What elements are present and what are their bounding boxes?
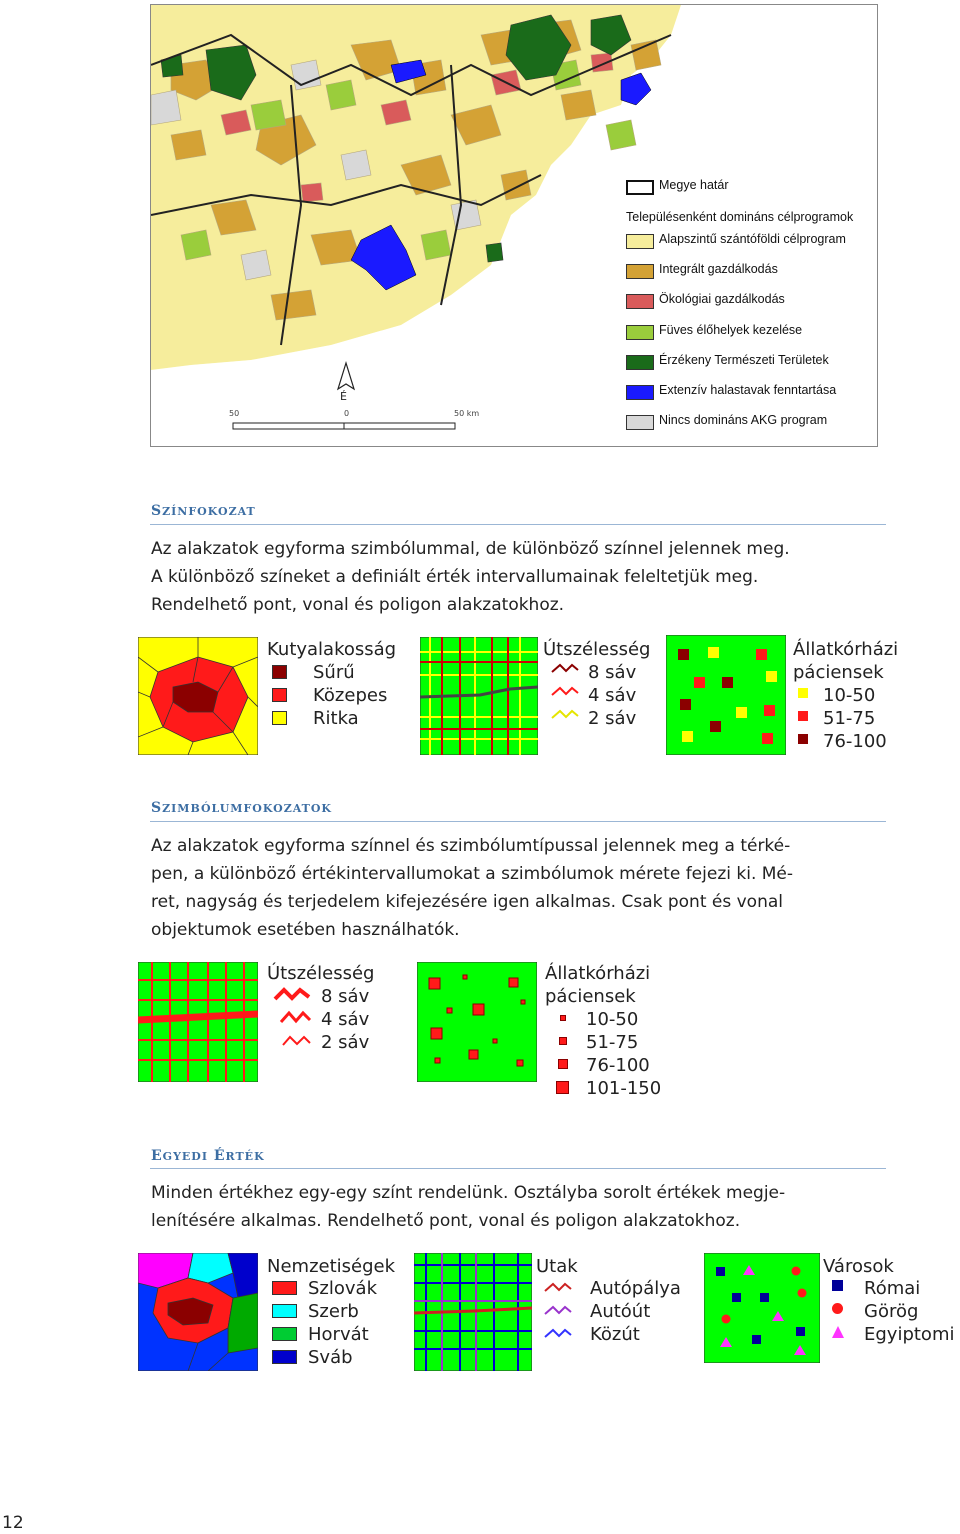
legend-swatch xyxy=(626,294,654,309)
legend-vet2-item: 51-75 xyxy=(586,1032,639,1053)
road-type-map xyxy=(414,1253,532,1371)
scale-label-left: 50 xyxy=(229,409,240,418)
autopalya-icon xyxy=(543,1280,573,1294)
legend-city-item: Egyiptomi xyxy=(864,1324,955,1345)
roman-icon xyxy=(832,1280,843,1291)
cities-map xyxy=(704,1253,820,1363)
legend-vet-item: 51-75 xyxy=(823,708,876,729)
section-paragraph-szinfokozat: Az alakzatok egyforma szimbólummal, de különböző színnel jelennek meg. A különböző színeket a definiált érték intervallumainak feleltetjük meg. Rendelhető pont, vonal és poligon alakzatokhoz. xyxy=(151,539,790,615)
north-label: É xyxy=(340,390,347,403)
legend-city-item: Római xyxy=(864,1278,921,1299)
legend-swatch-51-75 xyxy=(798,711,808,721)
legend-road2-title: Útszélesség xyxy=(267,963,375,984)
road-width-map xyxy=(420,637,538,755)
kozut-icon xyxy=(543,1326,573,1340)
legend-swatch-horvat xyxy=(272,1327,297,1341)
legend-label: Megye határ xyxy=(659,178,729,192)
section-rule xyxy=(150,1168,886,1169)
vet-patients-map xyxy=(666,635,786,755)
legend-label: Ökológiai gazdálkodás xyxy=(659,292,785,306)
legend-swatch-szlovak xyxy=(272,1281,297,1295)
graduated-vet-map xyxy=(417,962,537,1082)
legend-vet-title-2: páciensek xyxy=(793,662,884,683)
legend-swatch xyxy=(626,415,654,430)
egyptian-icon xyxy=(832,1326,844,1338)
road-4-lane-icon xyxy=(550,684,580,698)
legend-vet-item: 10-50 xyxy=(823,685,876,706)
legend-swatch-10-50 xyxy=(560,1015,566,1021)
legend-road2-item: 2 sáv xyxy=(321,1032,370,1053)
legend-city-title: Városok xyxy=(823,1256,894,1277)
graduated-road-map xyxy=(138,962,258,1082)
legend-swatch xyxy=(626,385,654,400)
legend-vet-title-1: Állatkórházi xyxy=(793,639,899,660)
legend-swatch-51-75 xyxy=(559,1037,567,1045)
road-thin-icon xyxy=(280,1031,312,1049)
legend-swatch xyxy=(626,325,654,340)
legend-swatch-76-100 xyxy=(798,734,808,744)
legend-road2-item: 8 sáv xyxy=(321,986,370,1007)
legend-road2-item: 4 sáv xyxy=(321,1009,370,1030)
section-heading-szinfokozat: SZÍNFOKOZAT xyxy=(151,503,256,519)
section-paragraph-egyedi: Minden értékhez egy-egy színt rendelünk. Osztályba sorolt értékek megje- lenítésére alkalmas. Rendelhető pont, vonal és poligon alakzatokhoz. xyxy=(151,1183,786,1231)
legend-swatch-sparse xyxy=(272,711,287,725)
legend-dog-item: Közepes xyxy=(313,685,388,706)
autout-icon xyxy=(543,1303,573,1317)
legend-label: Nincs domináns AKG program xyxy=(659,413,828,427)
legend-swatch-76-100 xyxy=(558,1059,568,1069)
legend-swatch-10-50 xyxy=(798,688,808,698)
nationality-map xyxy=(138,1253,258,1371)
section-rule xyxy=(150,524,886,525)
section-heading-egyedi: EGYEDI ÉRTÉK xyxy=(151,1148,265,1164)
legend-nat-title: Nemzetiségek xyxy=(267,1256,396,1277)
legend-vet2-title-2: páciensek xyxy=(545,986,636,1007)
road-2-lane-icon xyxy=(550,707,580,721)
section-rule xyxy=(150,821,886,822)
legend-vet2-item: 76-100 xyxy=(586,1055,650,1076)
legend-label: Alapszintű szántóföldi célprogram xyxy=(659,232,846,246)
legend-city-item: Görög xyxy=(864,1301,919,1322)
scale-label-mid: 0 xyxy=(344,409,350,418)
legend-road-title: Útszélesség xyxy=(543,639,651,660)
legend-vet2-item: 101-150 xyxy=(586,1078,662,1099)
legend-road3-item: Közút xyxy=(590,1324,640,1345)
legend-swatch-dense xyxy=(272,665,287,679)
legend-nat-item: Szerb xyxy=(308,1301,359,1322)
scale-label-right: 50 km xyxy=(454,409,480,418)
road-8-lane-icon xyxy=(550,661,580,675)
section-heading-szimbolum: SZIMBÓLUMFOKOZATOK xyxy=(151,800,332,816)
hungary-akg-map xyxy=(150,4,878,447)
legend-dog-item: Ritka xyxy=(313,708,359,729)
legend-nat-item: Horvát xyxy=(308,1324,369,1345)
road-thick-icon xyxy=(272,985,312,1003)
legend-vet-item: 76-100 xyxy=(823,731,887,752)
legend-dog-title: Kutyalakosság xyxy=(267,639,397,660)
legend-swatch-svab xyxy=(272,1350,297,1364)
legend-swatch-szerb xyxy=(272,1304,297,1318)
greek-icon xyxy=(832,1303,843,1314)
map-drawing xyxy=(151,5,877,446)
legend-label: Extenzív halastavak fenntartása xyxy=(659,383,837,397)
dog-density-map xyxy=(138,637,258,755)
legend-swatch xyxy=(626,355,654,370)
legend-road-item: 4 sáv xyxy=(588,685,637,706)
legend-vet2-item: 10-50 xyxy=(586,1009,639,1030)
legend-swatch xyxy=(626,180,654,195)
section-paragraph-szimbolum: Az alakzatok egyforma színnel és szimbólumtípussal jelennek meg a térké- pen, a különböző értékintervallumokat a szimbólumok mérete fejezi ki. Mé- ret, nagyság és terjedelem kifejezésére igen alkalmas. Csak pont és vonal objektumok esetében használhatók. xyxy=(151,836,794,940)
legend-road3-item: Autóút xyxy=(590,1301,651,1322)
legend-road3-item: Autópálya xyxy=(590,1278,681,1299)
legend-road-item: 8 sáv xyxy=(588,662,637,683)
legend-label: Integrált gazdálkodás xyxy=(659,262,778,276)
legend-nat-item: Sváb xyxy=(308,1347,353,1368)
legend-swatch xyxy=(626,264,654,279)
legend-dog-item: Sűrű xyxy=(313,662,355,683)
page-number: 12 xyxy=(2,1513,24,1533)
legend-road3-title: Utak xyxy=(536,1256,578,1277)
legend-swatch xyxy=(626,234,654,249)
legend-swatch-101-150 xyxy=(556,1081,569,1094)
legend-swatch-medium xyxy=(272,688,287,702)
legend-vet2-title-1: Állatkórházi xyxy=(545,963,651,984)
legend-label: Füves élőhelyek kezelése xyxy=(659,323,803,337)
legend-nat-item: Szlovák xyxy=(308,1278,377,1299)
legend-road-item: 2 sáv xyxy=(588,708,637,729)
legend-heading-label: Településenként domináns célprogramok xyxy=(626,210,854,224)
road-medium-icon xyxy=(278,1008,312,1026)
legend-label: Érzékeny Természeti Területek xyxy=(659,353,829,367)
